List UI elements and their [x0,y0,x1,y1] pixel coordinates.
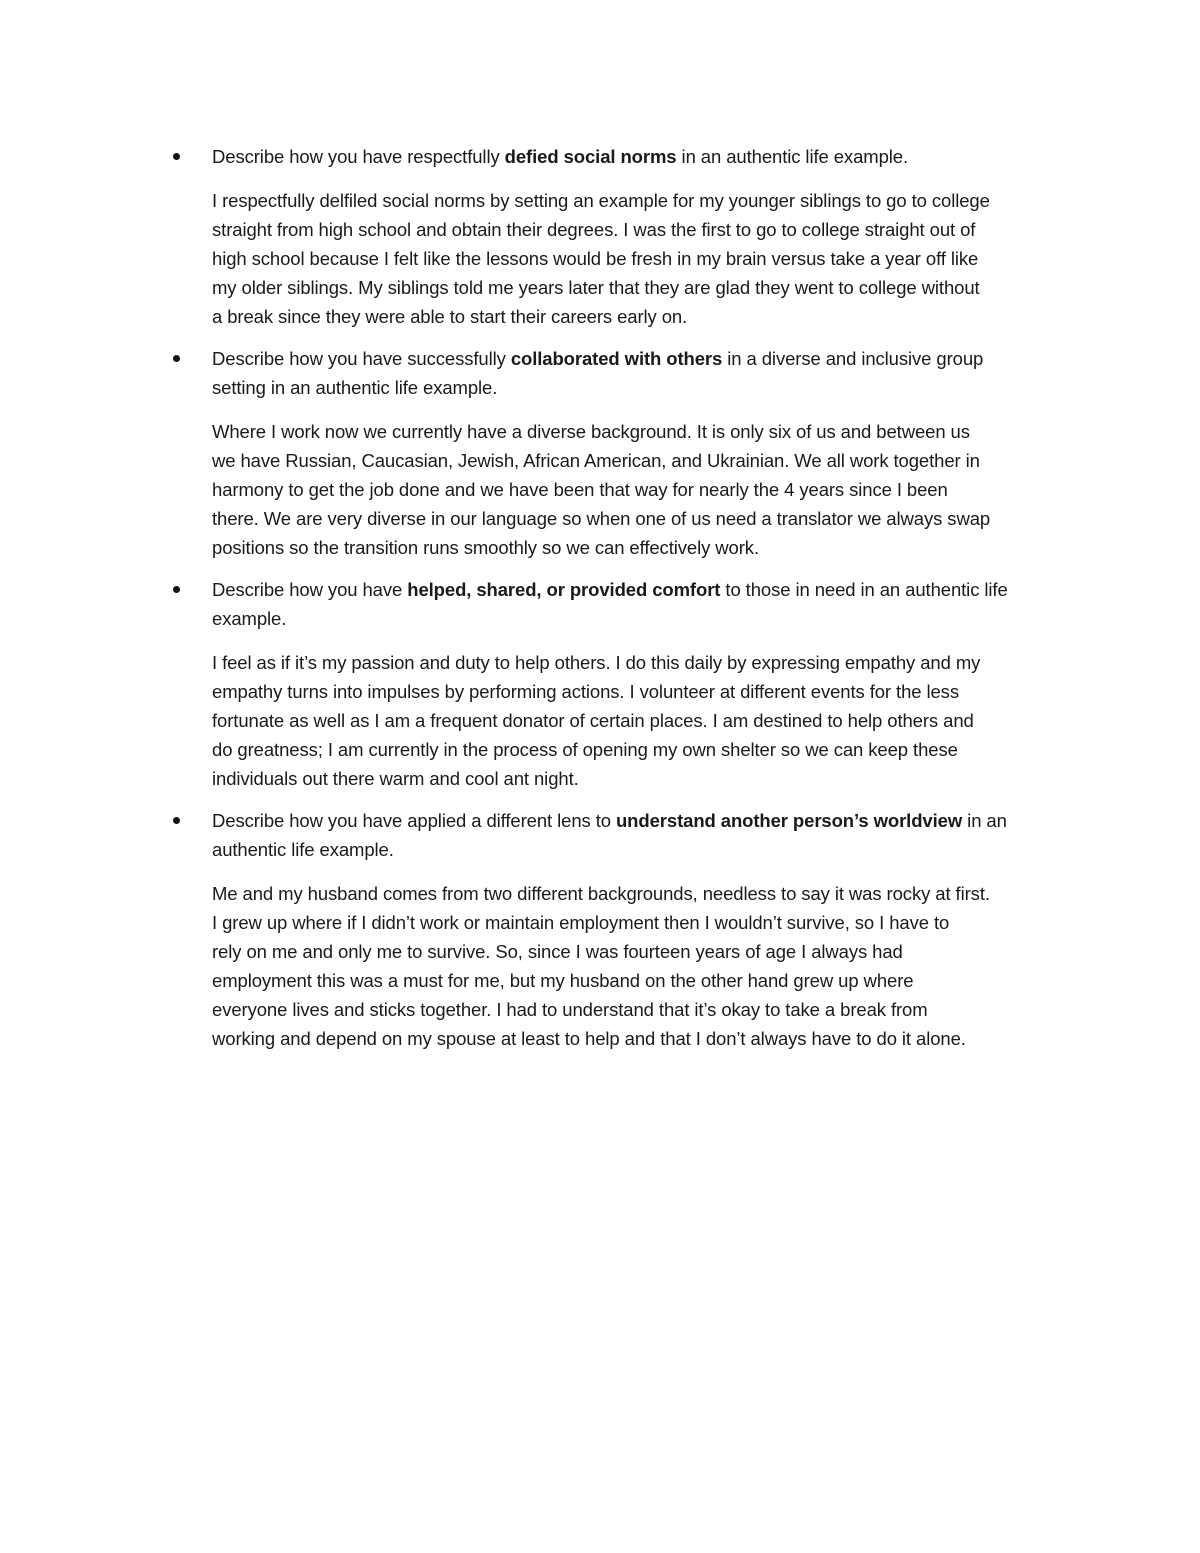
prompt-bold-text: understand another person’s worldview [615,810,963,831]
answer-line: harmony to get the job done and we have been that way for nearly the 4 years since I been [212,479,948,500]
answer-line: fortunate as well as I am a frequent donator of certain places. I am destined to help others and [212,710,974,731]
question-section-4 [212,806,1072,1053]
prompt-bold-text: helped, shared, or provided comfort [407,579,721,600]
answer-line: straight from high school and obtain their degrees. I was the first to go to college straight out of [212,219,976,240]
question-section-1 [212,142,1072,331]
prompt-bold-text: collaborated with others [510,348,723,369]
answer-line: we have Russian, Caucasian, Jewish, African American, and Ukrainian. We all work together in [212,450,980,471]
answer-line: I feel as if it’s my passion and duty to help others. I do this daily by expressing empathy and my [212,652,981,673]
question-prompt [212,344,1072,402]
question-prompt [212,142,1072,171]
question-section-2 [212,344,1072,562]
bullet-icon [173,153,180,160]
answer-paragraph [212,879,1072,1053]
bullet-icon [173,586,180,593]
answer-line: high school because I felt like the lessons would be fresh in my brain versus take a year off like [212,248,979,269]
question-prompt [212,806,1072,864]
answer-line: working and depend on my spouse at least to help and that I don’t always have to do it alone. [212,1028,966,1049]
answer-paragraph [212,417,1072,562]
answer-line: there. We are very diverse in our language so when one of us need a translator we always swap [212,508,991,529]
question-section-3 [212,575,1072,793]
document-content [212,142,1072,1066]
answer-line: do greatness; I am currently in the process of opening my own shelter so we can keep these [212,739,958,760]
prompt-text: in an authentic life example. [676,146,908,167]
question-prompt [212,575,1072,633]
prompt-bold-text: defied social norms [504,146,677,167]
answer-line: I grew up where if I didn’t work or maintain employment then I wouldn’t survive, so I have to [212,912,950,933]
answer-line: positions so the transition runs smoothly so we can effectively work. [212,537,759,558]
answer-paragraph [212,648,1072,793]
prompt-text: example. [212,608,287,629]
answer-line: everyone lives and sticks together. I had to understand that it’s okay to take a break from [212,999,928,1020]
bullet-icon [173,817,180,824]
answer-line: my older siblings. My siblings told me years later that they are glad they went to college without [212,277,980,298]
prompt-text: in an [962,810,1007,831]
prompt-text: Describe how you have [212,579,408,600]
prompt-text: Describe how you have applied a different lens to [212,810,616,831]
prompt-text: authentic life example. [212,839,394,860]
bullet-icon [173,355,180,362]
answer-line: rely on me and only me to survive. So, since I was fourteen years of age I always had [212,941,903,962]
prompt-text: Describe how you have respectfully [212,146,505,167]
answer-line: employment this was a must for me, but my husband on the other hand grew up where [212,970,914,991]
answer-line: I respectfully delfiled social norms by setting an example for my younger siblings to go to college [212,190,990,211]
answer-line: Me and my husband comes from two different backgrounds, needless to say it was rocky at first. [212,883,990,904]
prompt-text: to those in need in an authentic life [720,579,1008,600]
prompt-text: Describe how you have successfully [212,348,511,369]
answer-paragraph [212,186,1072,331]
answer-line: Where I work now we currently have a diverse background. It is only six of us and between us [212,421,970,442]
prompt-text: setting in an authentic life example. [212,377,498,398]
answer-line: a break since they were able to start their careers early on. [212,306,688,327]
answer-line: individuals out there warm and cool ant night. [212,768,579,789]
answer-line: empathy turns into impulses by performing actions. I volunteer at different events for the less [212,681,959,702]
prompt-text: in a diverse and inclusive group [722,348,984,369]
